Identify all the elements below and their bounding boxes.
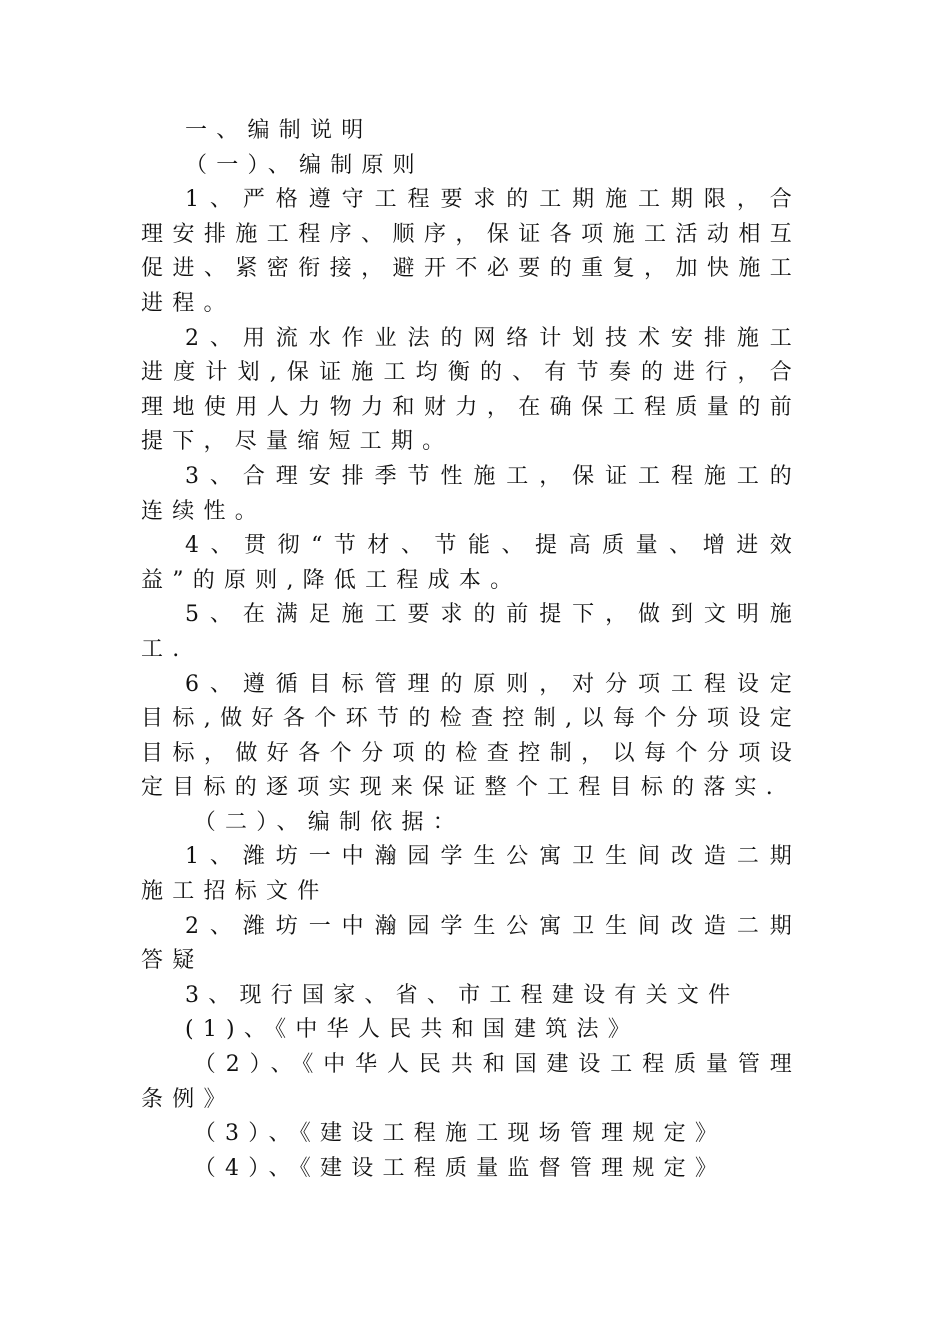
basis-item: 1、潍坊一中瀚园学生公寓卫生间改造二期施工招标文件 <box>141 844 801 905</box>
section-compilation-principles: （一）、编制原则 <box>185 152 424 178</box>
principle-item: 1、严格遵守工程要求的工期施工期限，合理安排施工程序、顺序，保证各项施工活动相互促进、紧密衔接，避开不必要的重复，加快施工进程。 <box>141 187 801 316</box>
law-item: （4）、《建设工程质量监督管理规定》 <box>193 1155 727 1181</box>
principle-item: 5、在满足施工要求的前提下，做到文明施工. <box>141 602 801 662</box>
basis-item: 3、现行国家、省、市工程建设有关文件 <box>185 982 740 1008</box>
section-compilation-basis: （二）、编制依据： <box>193 809 464 835</box>
document-body <box>141 114 801 1186</box>
heading-compilation-notes: 一、编制说明 <box>185 118 373 143</box>
law-item: (1)、《中华人民共和国建筑法》 <box>185 1017 640 1043</box>
law-item: （3）、《建设工程施工现场管理规定》 <box>193 1121 727 1147</box>
basis-item: 2、潍坊一中瀚园学生公寓卫生间改造二期答疑 <box>141 913 801 974</box>
principle-item: 4、贯彻“节材、节能、提高质量、增进效益”的原则,降低工程成本。 <box>141 533 801 593</box>
principle-item: 6、遵循目标管理的原则，对分项工程设定目标,做好各个环节的检查控制,以每个分项设定目标，做好各个分项的检查控制，以每个分项设定目标的逐项实现来保证整个工程目标的落实. <box>141 671 801 801</box>
principle-item: 3、合理安排季节性施工，保证工程施工的连续性。 <box>141 463 801 524</box>
principle-item: 2、用流水作业法的网络计划技术安排施工进度计划,保证施工均衡的、有节奏的进行，合理地使用人力物力和财力，在确保工程质量的前提下，尽量缩短工期。 <box>141 325 801 455</box>
law-item: （2）、《中华人民共和国建设工程质量管理条例》 <box>141 1052 801 1112</box>
